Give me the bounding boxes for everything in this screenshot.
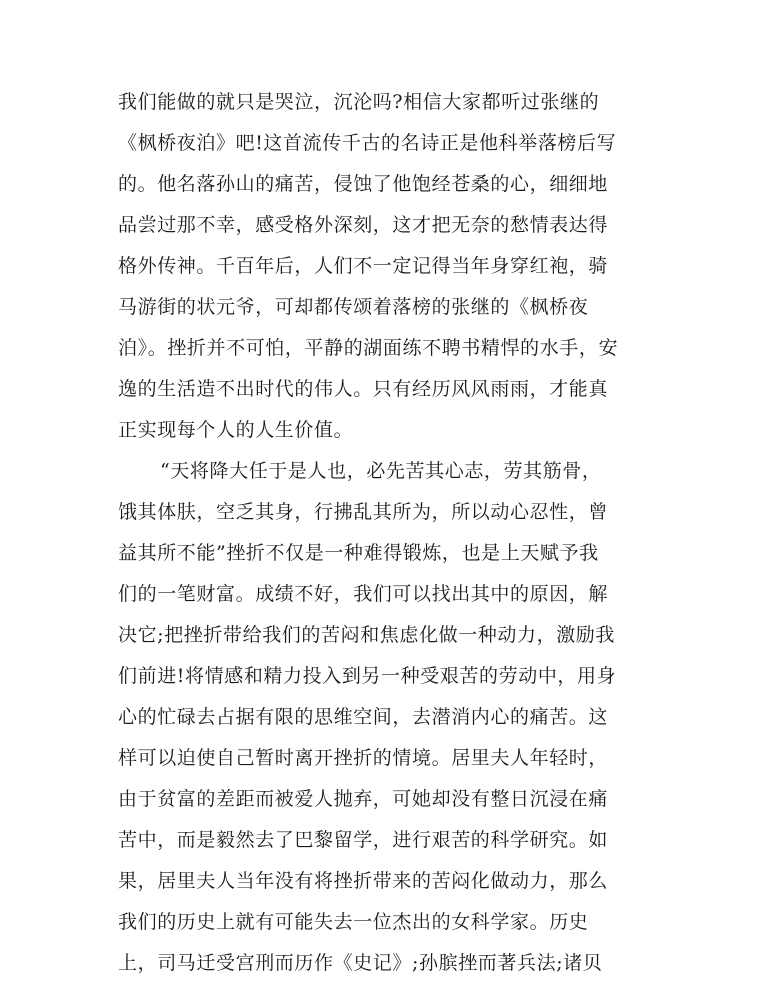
- text-line: 《枫桥夜泊》吧!这首流传千古的名诗正是他科举落榜后写: [118, 132, 617, 154]
- text-line: 由于贫富的差距而被爱人抛弃，可她却没有整日沉浸在痛: [118, 788, 609, 810]
- text-line: 样可以迫使自己暂时离开挫折的情境。居里夫人年轻时，: [118, 747, 609, 769]
- text-line: 的。他名落孙山的痛苦，侵蚀了他饱经苍桑的心，细细地: [118, 173, 609, 195]
- text-line: 们前进!将情感和精力投入到另一种受艰苦的劳动中，用身: [118, 665, 617, 687]
- text-line: 逸的生活造不出时代的伟人。只有经历风风雨雨，才能真: [118, 378, 609, 400]
- text-line: 上，司马迁受宫刑而历作《史记》;孙膑挫而著兵法;诸贝: [118, 952, 603, 974]
- text-line: 我们能做的就只是哭泣，沉沦吗?相信大家都听过张继的: [118, 91, 600, 113]
- text-line: 益其所不能”挫折不仅是一种难得锻炼，也是上天赋予我: [118, 542, 599, 564]
- text-line: 品尝过那不幸，感受格外深刻，这才把无奈的愁情表达得: [118, 214, 609, 236]
- text-line: 苦中，而是毅然去了巴黎留学，进行艰苦的科学研究。如: [118, 829, 609, 851]
- text-line: 心的忙碌去占据有限的思维空间，去潜消内心的痛苦。这: [118, 706, 609, 728]
- text-line: 正实现每个人的人生价值。: [118, 419, 354, 441]
- paragraph-first-line: “天将降大任于是人也，必先苦其心志，劳其筋骨，: [160, 460, 602, 482]
- text-line: 马游街的状元爷，可却都传颂着落榜的张继的《枫桥夜: [118, 296, 589, 318]
- text-line: 饿其体肤，空乏其身，行拂乱其所为，所以动心忍性，曾: [118, 501, 609, 523]
- text-line: 果，居里夫人当年没有将挫折带来的苦闷化做动力，那么: [118, 870, 609, 892]
- text-line: 决它;把挫折带给我们的苦闷和焦虑化做一种动力，激励我: [118, 624, 616, 646]
- text-line: 泊》。挫折并不可怕，平静的湖面练不聘书精悍的水手，安: [118, 337, 619, 359]
- text-line: 们的一笔财富。成绩不好，我们可以找出其中的原因，解: [118, 583, 609, 605]
- text-line: 我们的历史上就有可能失去一位杰出的女科学家。历史: [118, 911, 589, 933]
- text-line: 格外传神。千百年后，人们不一定记得当年身穿红袍，骑: [118, 255, 609, 277]
